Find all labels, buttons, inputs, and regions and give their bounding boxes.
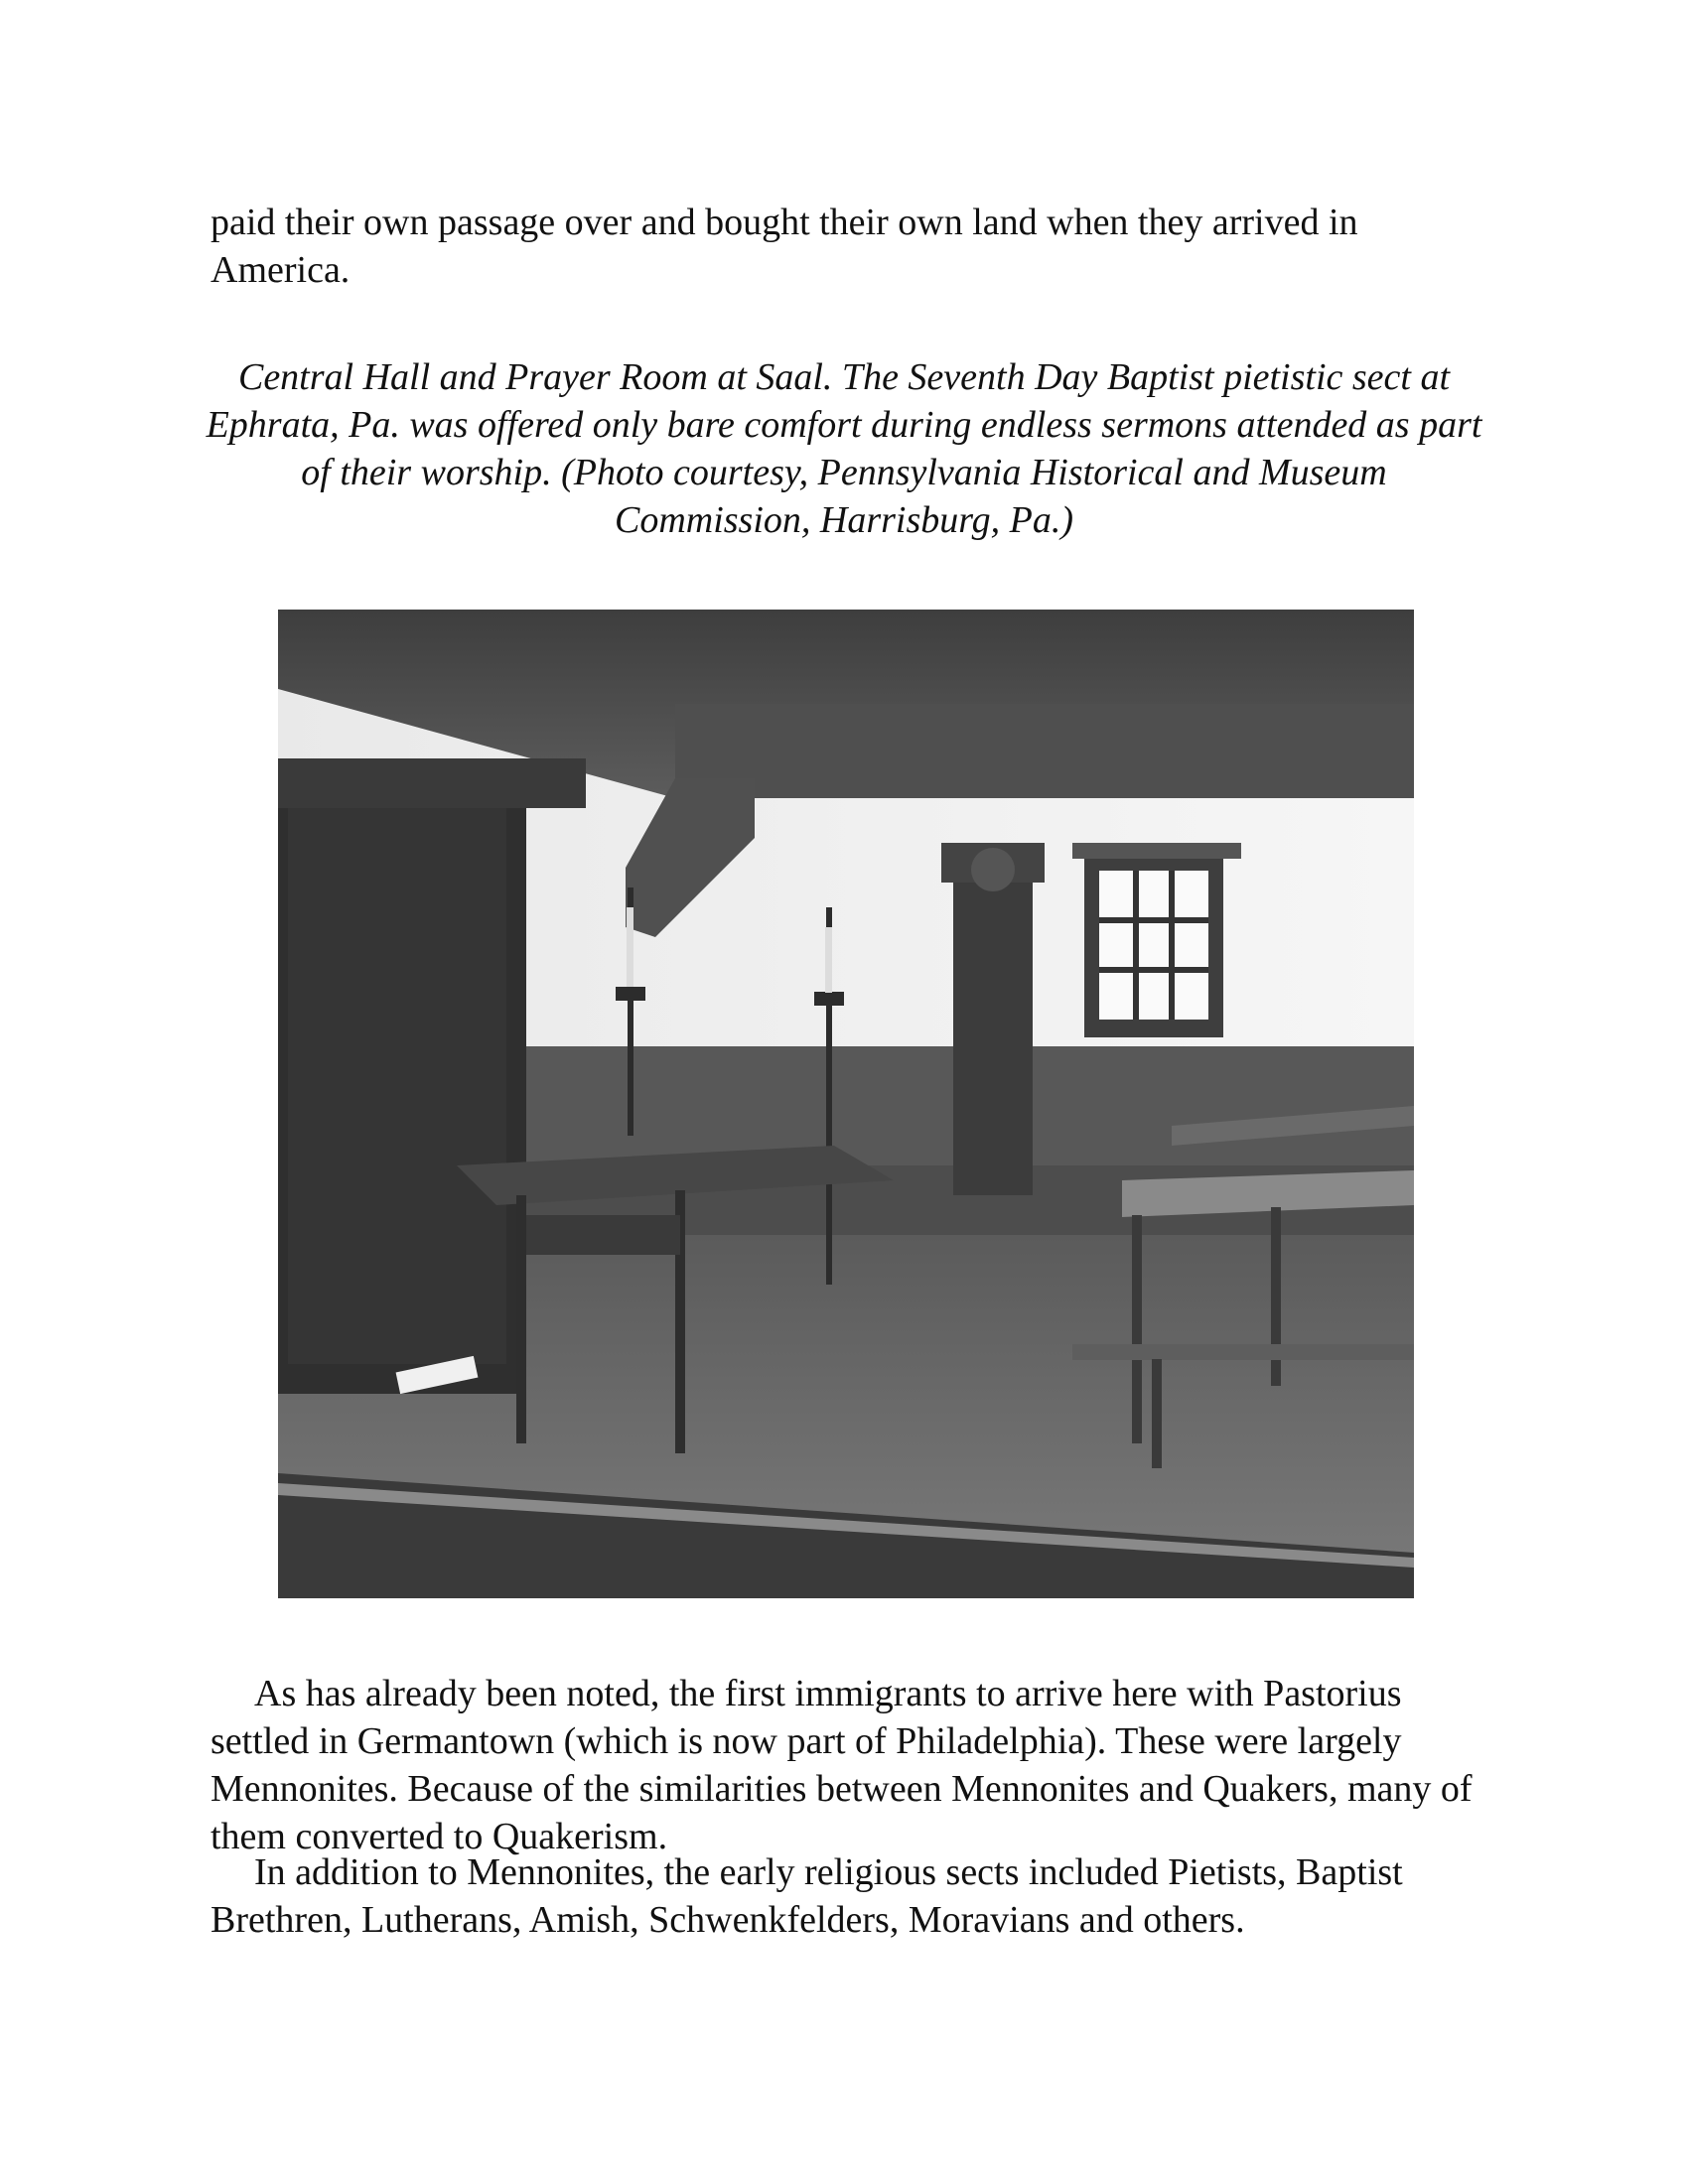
body-paragraph-2: In addition to Mennonites, the early religious sects included Pietists, Baptist Brethren, Lutherans, Amish, Schwenkfelders, Moravians and others. [211,1851,1403,1941]
prayer-room-photo [278,610,1414,1598]
body-paragraph-top: paid their own passage over and bought their own land when they arrived in America. [211,202,1358,291]
photo-caption: Central Hall and Prayer Room at Saal. The Seventh Day Baptist pietistic sect at Ephrata, Pa. was offered only bare comfort during endless sermons attended as part of their worship. (Photo courtesy, Pennsylvania Historical and Museum Commission, Harrisburg, Pa.) [206,356,1482,541]
body-paragraph-1: As has already been noted, the first immigrants to arrive here with Pastorius settled in Germantown (which is now part of Philadelphia). These were largely Mennonites. Because of the similarities between Mennonites and Quakers, many of them converted to Quakerism. [211,1673,1473,1857]
prayer-room-photo-drawing [278,610,1414,1598]
